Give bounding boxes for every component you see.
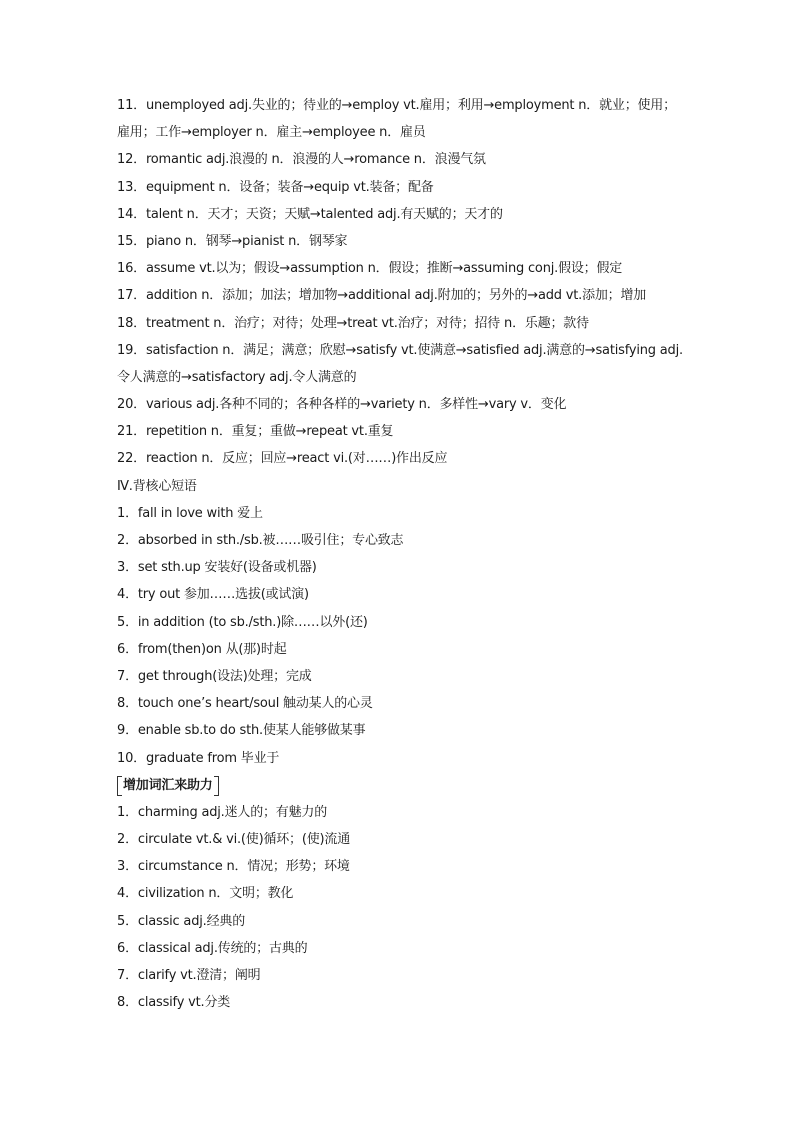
- extra-line: 3．circumstance n．情况；形势；环境: [117, 859, 350, 875]
- vocab-line: 17．addition n．添加；加法；增加物→additional adj.附加的；另外的→add vt.添加；增加: [117, 288, 647, 304]
- vocab-line: 雇用；工作→employer n．雇主→employee n．雇员: [117, 125, 426, 141]
- vocab-line: 12．romantic adj.浪漫的 n．浪漫的人→romance n．浪漫气氛: [117, 152, 486, 168]
- phrase-line: 10．graduate from 毕业于: [117, 750, 280, 766]
- vocab-line: 令人满意的→satisfactory adj.令人满意的: [117, 369, 357, 385]
- vocab-line: 20．various adj.各种不同的；各种各样的→variety n．多样性→vary v．变化: [117, 397, 567, 413]
- phrase-line: 6．from(then)on 从(那)时起: [117, 641, 287, 657]
- extra-line: 8．classify vt.分类: [117, 995, 231, 1011]
- phrase-line: 3．set sth.up 安装好(设备或机器): [117, 560, 317, 576]
- phrase-line: 5．in addition (to sb./sth.)除……以外(还): [117, 614, 368, 630]
- extra-line: 2．circulate vt.& vi.(使)循环；(使)流通: [117, 832, 350, 848]
- extra-line: 7．clarify vt.澄清；阐明: [117, 968, 261, 983]
- vocab-line: 21．repetition n．重复；重做→repeat vt.重复: [117, 424, 394, 440]
- phrases-heading: Ⅳ.背核心短语: [117, 478, 197, 494]
- extra-heading: 增加词汇来助力: [117, 775, 219, 797]
- phrase-line: 8．touch one’s heart/soul 触动某人的心灵: [117, 696, 373, 712]
- phrase-line: 2．absorbed in sth./sb.被……吸引住；专心致志: [117, 533, 404, 548]
- vocab-line: 14．talent n．天才；天资；天赋→talented adj.有天赋的；天才的: [117, 206, 503, 222]
- vocab-line: 16．assume vt.以为；假设→assumption n．假设；推断→assuming conj.假设；假定: [117, 261, 623, 277]
- vocab-line: 13．equipment n．设备；装备→equip vt.装备；配备: [117, 179, 434, 195]
- vocab-line: 15．piano n．钢琴→pianist n．钢琴家: [117, 233, 348, 249]
- vocab-line: 22．reaction n．反应；回应→react vi.(对……)作出反应: [117, 451, 448, 467]
- vocab-line: 19．satisfaction n．满足；满意；欣慰→satisfy vt.使满意→satisfied adj.满意的→satisfying adj.: [117, 342, 683, 358]
- phrase-line: 7．get through(设法)处理；完成: [117, 668, 312, 684]
- extra-line: 1．charming adj.迷人的；有魅力的: [117, 804, 328, 820]
- vocab-list: [117, 92, 682, 473]
- extra-line: 5．classic adj.经典的: [117, 913, 245, 929]
- vocab-line: 18．treatment n．治疗；对待；处理→treat vt.治疗；对待；招待 n．乐趣；款待: [117, 315, 589, 331]
- document-page: [117, 92, 682, 1016]
- phrase-line: 9．enable sb.to do sth.使某人能够做某事: [117, 723, 366, 739]
- extra-heading-row: [117, 772, 682, 799]
- phrase-line: 4．try out 参加……选拔(或试演): [117, 587, 309, 603]
- phrase-line: 1．fall in love with 爱上: [117, 505, 263, 521]
- extra-line: 4．civilization n．文明；教化: [117, 886, 294, 902]
- vocab-line: 11．unemployed adj.失业的；待业的→employ vt.雇用；利用→employment n．就业；使用；: [117, 98, 676, 113]
- phrase-list: [117, 500, 682, 772]
- extra-list: [117, 799, 682, 1017]
- extra-line: 6．classical adj.传统的；古典的: [117, 940, 308, 956]
